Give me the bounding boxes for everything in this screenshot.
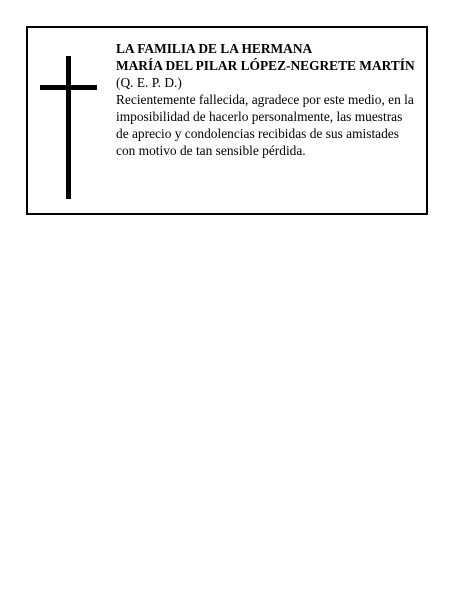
cross-icon — [28, 28, 108, 213]
notice-body-line: Recientemente fallecida, agradece por este medio, en la — [116, 92, 414, 107]
notice-heading-name: MARÍA DEL PILAR LÓPEZ-NEGRETE MARTÍN — [116, 58, 415, 73]
notice-text — [116, 40, 424, 159]
notice-body-line: imposibilidad de hacerlo personalmente, las muestras — [116, 109, 403, 124]
cross-horizontal-bar — [40, 85, 97, 90]
notice-qepd: (Q. E. P. D.) — [116, 75, 182, 90]
notice-body-line: de aprecio y condolencias recibidas de sus amistades — [116, 126, 399, 141]
cross-vertical-bar — [66, 56, 71, 199]
notice-body — [116, 91, 424, 159]
notice-body-line: con motivo de tan sensible pérdida. — [116, 143, 306, 158]
obituary-notice — [26, 26, 428, 215]
notice-heading-family: LA FAMILIA DE LA HERMANA — [116, 41, 313, 56]
